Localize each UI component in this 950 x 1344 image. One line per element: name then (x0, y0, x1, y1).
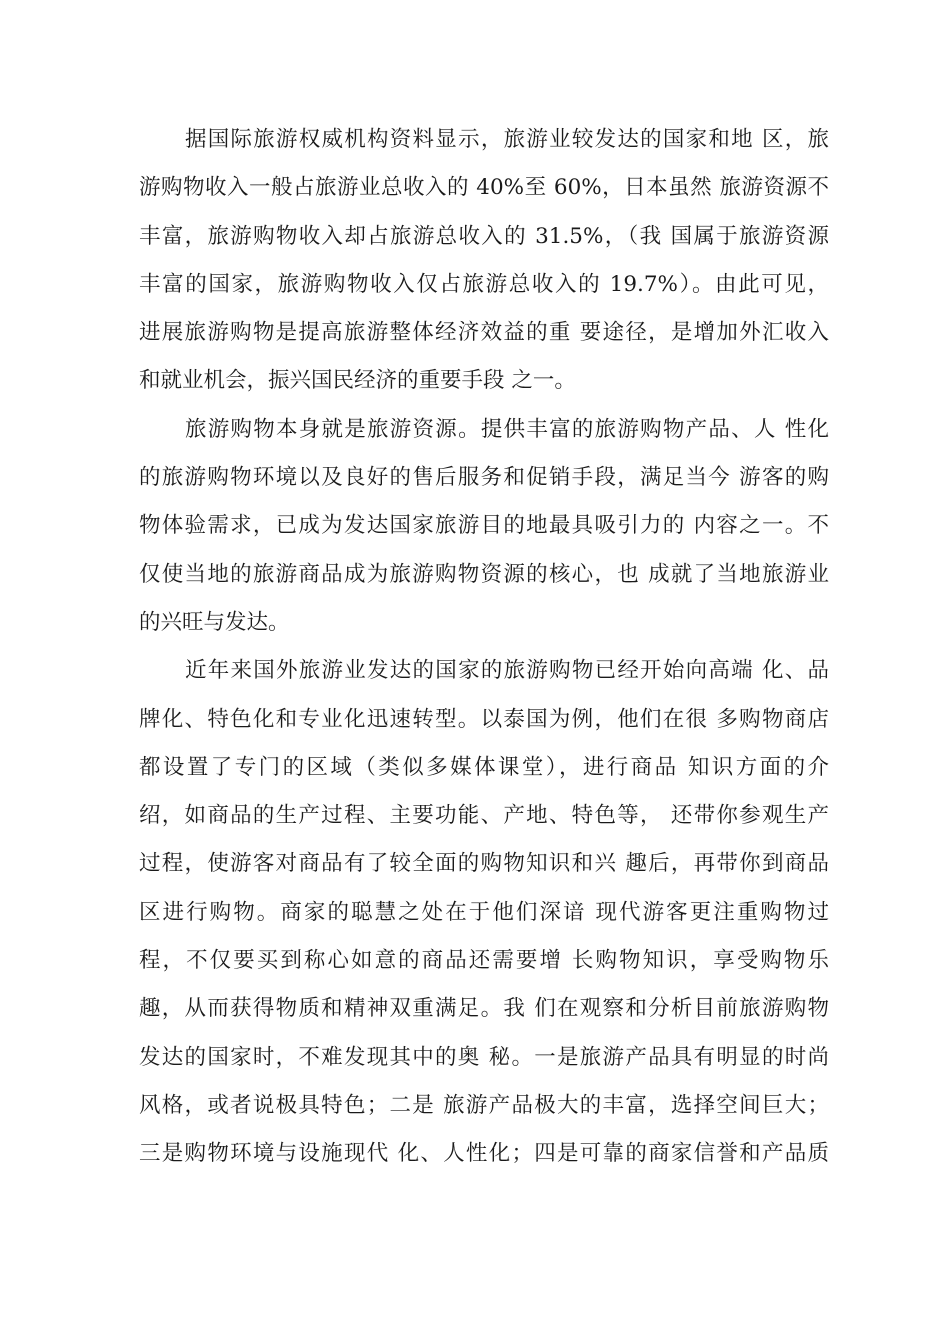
text-line: 风格，或者说极具特色；二是 旅游产品极大的丰富，选择空间巨大； (139, 1092, 829, 1118)
text-line: 过程，使游客对商品有了较全面的购物知识和兴 趣后，再带你到商品 (139, 851, 829, 877)
text-line: 趣，从而获得物质和精神双重满足。我 们在观察和分析目前旅游购物 (139, 996, 829, 1022)
text-line: 绍，如商品的生产过程、主要功能、产地、特色等， 还带你参观生产 (139, 803, 829, 829)
text-line: 旅游购物本身就是旅游资源。提供丰富的旅游购物产品、人 性化 (185, 416, 829, 442)
text-line: 牌化、特色化和专业化迅速转型。以泰国为例，他们在很 多购物商店 (139, 706, 829, 732)
text-line: 近年来国外旅游业发达的国家的旅游购物已经开始向高端 化、品 (185, 658, 829, 684)
text-line: 进展旅游购物是提高旅游整体经济效益的重 要途径，是增加外汇收入 (139, 320, 829, 346)
text-line: 都设置了专门的区域（类似多媒体课堂），进行商品 知识方面的介 (139, 754, 829, 780)
body-text (139, 116, 829, 1179)
text-line: 区进行购物。商家的聪慧之处在于他们深谙 现代游客更注重购物过 (139, 899, 829, 925)
text-line: 仅使当地的旅游商品成为旅游购物资源的核心，也 成就了当地旅游业 (139, 561, 829, 587)
text-line: 程，不仅要买到称心如意的商品还需要增 长购物知识，享受购物乐 (139, 948, 829, 974)
text-line: 丰富的国家，旅游购物收入仅占旅游总收入的 19.7%）。由此可见， (139, 271, 829, 297)
text-line: 的兴旺与发达。 (139, 609, 290, 635)
text-line: 三是购物环境与设施现代 化、人性化；四是可靠的商家信誉和产品质 (139, 1141, 829, 1167)
paragraph-1 (139, 116, 829, 406)
text-line: 物体验需求，已成为发达国家旅游目的地最具吸引力的 内容之一。不 (139, 513, 829, 539)
paragraph-2 (139, 406, 829, 647)
text-line: 据国际旅游权威机构资料显示，旅游业较发达的国家和地 区，旅 (185, 127, 829, 152)
paragraph-3 (139, 647, 829, 1178)
text-line: 和就业机会，振兴国民经济的重要手段 之一。 (139, 368, 576, 394)
text-line: 的旅游购物环境以及良好的售后服务和促销手段，满足当今 游客的购 (139, 465, 829, 491)
text-line: 丰富，旅游购物收入却占旅游总收入的 31.5%，（我 国属于旅游资源 (139, 223, 829, 249)
text-line: 游购物收入一般占旅游业总收入的 40%至 60%，日本虽然 旅游资源不 (139, 175, 829, 201)
text-line: 发达的国家时，不难发现其中的奥 秘。一是旅游产品具有明显的时尚 (139, 1044, 829, 1070)
